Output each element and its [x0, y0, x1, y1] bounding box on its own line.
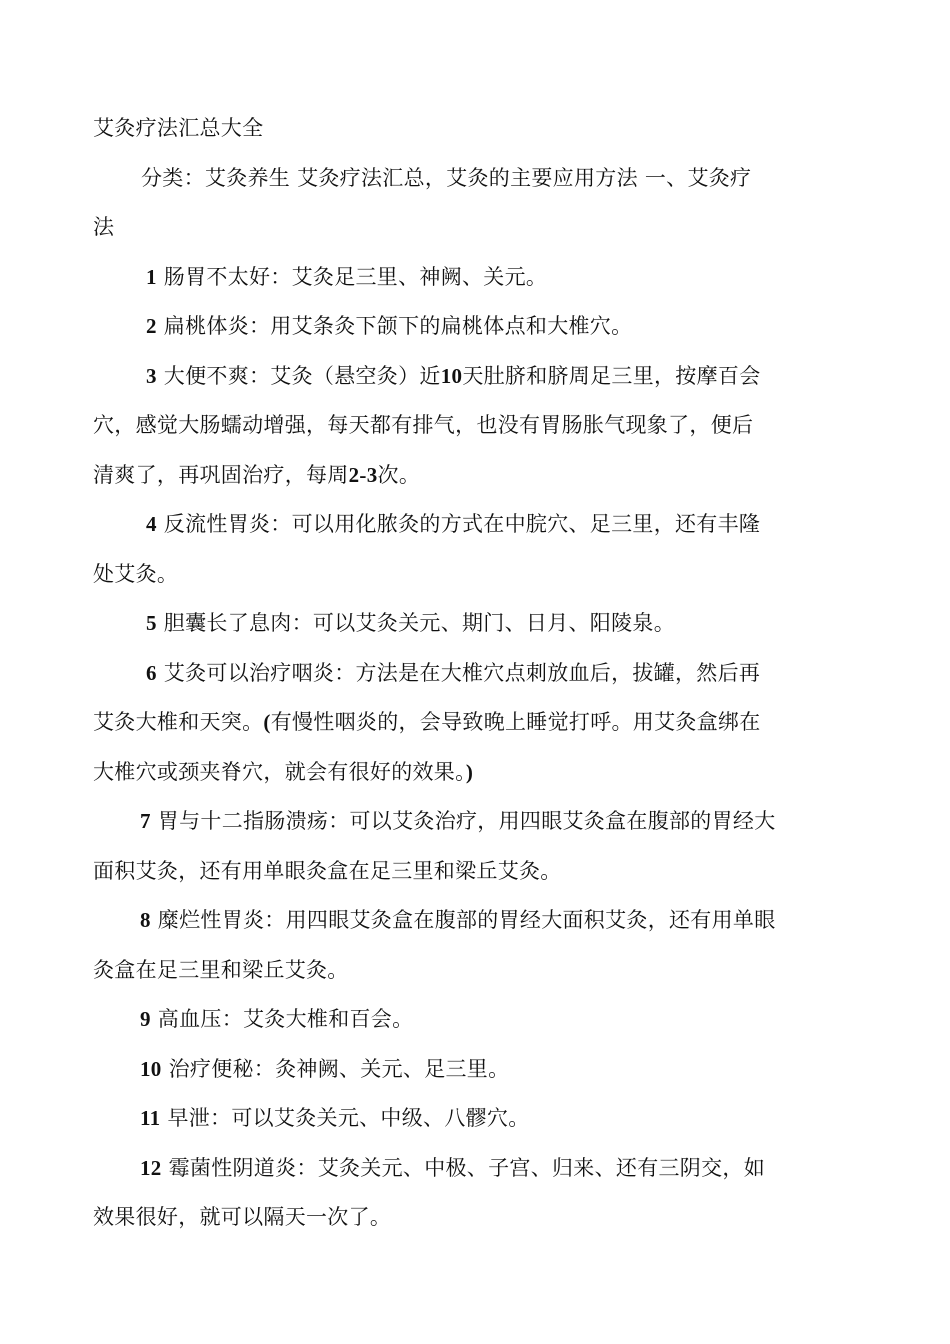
list-item — [93, 352, 858, 402]
item-text: 肠胃不太好：艾灸足三里、神阙、关元。 — [163, 264, 548, 289]
item-bold-number: 2-3 — [348, 462, 378, 487]
item-continuation: 效果很好，就可以隔天一次了。 — [93, 1205, 392, 1229]
item-number: 7 — [140, 809, 151, 833]
item-text: 糜烂性胃炎：用四眼艾灸盒在腹部的胃经大面积艾灸，还有用单眼 — [157, 908, 776, 932]
item-number: 12 — [140, 1155, 162, 1180]
item-text: 有慢性咽炎的，会导致晚上睡觉打呼。用艾灸盒绑在 — [270, 710, 761, 734]
item-text: 次。 — [377, 462, 421, 487]
item-text: 艾灸可以治疗咽炎：方法是在大椎穴点刺放血后，拔罐，然后再 — [163, 660, 761, 685]
list-item — [93, 1045, 858, 1095]
item-text: 清爽了，再巩固治疗，每周 — [93, 462, 349, 487]
item-text: 早泄：可以艾灸关元、中级、八髎穴。 — [167, 1106, 530, 1130]
item-text: 胃与十二指肠溃疡：可以艾灸治疗，用四眼艾灸盒在腹部的胃经大 — [157, 809, 776, 833]
list-item — [93, 995, 858, 1045]
list-item — [93, 896, 858, 946]
intro-line-2: 法 — [93, 215, 115, 239]
item-number: 8 — [140, 908, 151, 932]
item-continuation — [93, 748, 858, 798]
item-text: 高血压：艾灸大椎和百会。 — [157, 1007, 414, 1031]
item-continuation — [93, 698, 858, 748]
item-text: 大便不爽：艾灸（悬空灸）近 — [163, 363, 441, 388]
item-continuation: 灸盒在足三里和梁丘艾灸。 — [93, 957, 349, 982]
item-number: 10 — [140, 1056, 162, 1081]
item-text: 大椎穴或颈夹脊穴，就会有很好的效果。 — [93, 759, 466, 784]
item-bold-paren: ) — [465, 759, 474, 784]
item-number: 11 — [140, 1106, 161, 1130]
list-item — [93, 649, 858, 699]
list-item — [93, 253, 858, 303]
intro-line-1: 分类：艾灸养生 艾灸疗法汇总，艾灸的主要应用方法 一、艾灸疗 — [141, 165, 752, 190]
item-number: 5 — [146, 611, 157, 635]
item-continuation: 面积艾灸，还有用单眼灸盒在足三里和梁丘艾灸。 — [93, 858, 562, 883]
document-body — [93, 104, 858, 1243]
item-text: 胆囊长了息肉：可以艾灸关元、期门、日月、阳陵泉。 — [163, 611, 675, 635]
list-item — [93, 599, 858, 649]
item-number: 3 — [146, 363, 157, 388]
item-bold-number: 10 — [440, 363, 463, 388]
item-bold-paren: ( — [263, 710, 271, 734]
item-number: 9 — [140, 1007, 151, 1031]
list-item — [93, 1094, 858, 1144]
item-text: 扁桃体炎：用艾条灸下颌下的扁桃体点和大椎穴。 — [163, 314, 633, 338]
list-item — [93, 500, 858, 550]
item-continuation: 处艾灸。 — [93, 561, 179, 586]
list-item — [93, 797, 858, 847]
item-text: 反流性胃炎：可以用化脓灸的方式在中脘穴、足三里，还有丰隆 — [163, 512, 761, 536]
document-title: 艾灸疗法汇总大全 — [93, 116, 264, 140]
item-number: 6 — [146, 660, 157, 685]
item-number: 2 — [146, 314, 157, 338]
item-text: 治疗便秘：灸神阙、关元、足三里。 — [168, 1056, 510, 1081]
list-item — [93, 302, 858, 352]
item-text: 霉菌性阴道炎：艾灸关元、中极、子宫、归来、还有三阴交，如 — [168, 1155, 765, 1180]
item-number: 4 — [146, 512, 157, 536]
item-text: 艾灸大椎和天突。 — [93, 710, 264, 734]
item-continuation — [93, 451, 858, 501]
list-item — [93, 1144, 858, 1194]
item-continuation: 穴，感觉大肠蠕动增强，每天都有排气，也没有胃肠胀气现象了，便后 — [93, 413, 754, 437]
item-number: 1 — [146, 264, 157, 289]
item-text: 天肚脐和脐周足三里，按摩百会 — [462, 363, 761, 388]
